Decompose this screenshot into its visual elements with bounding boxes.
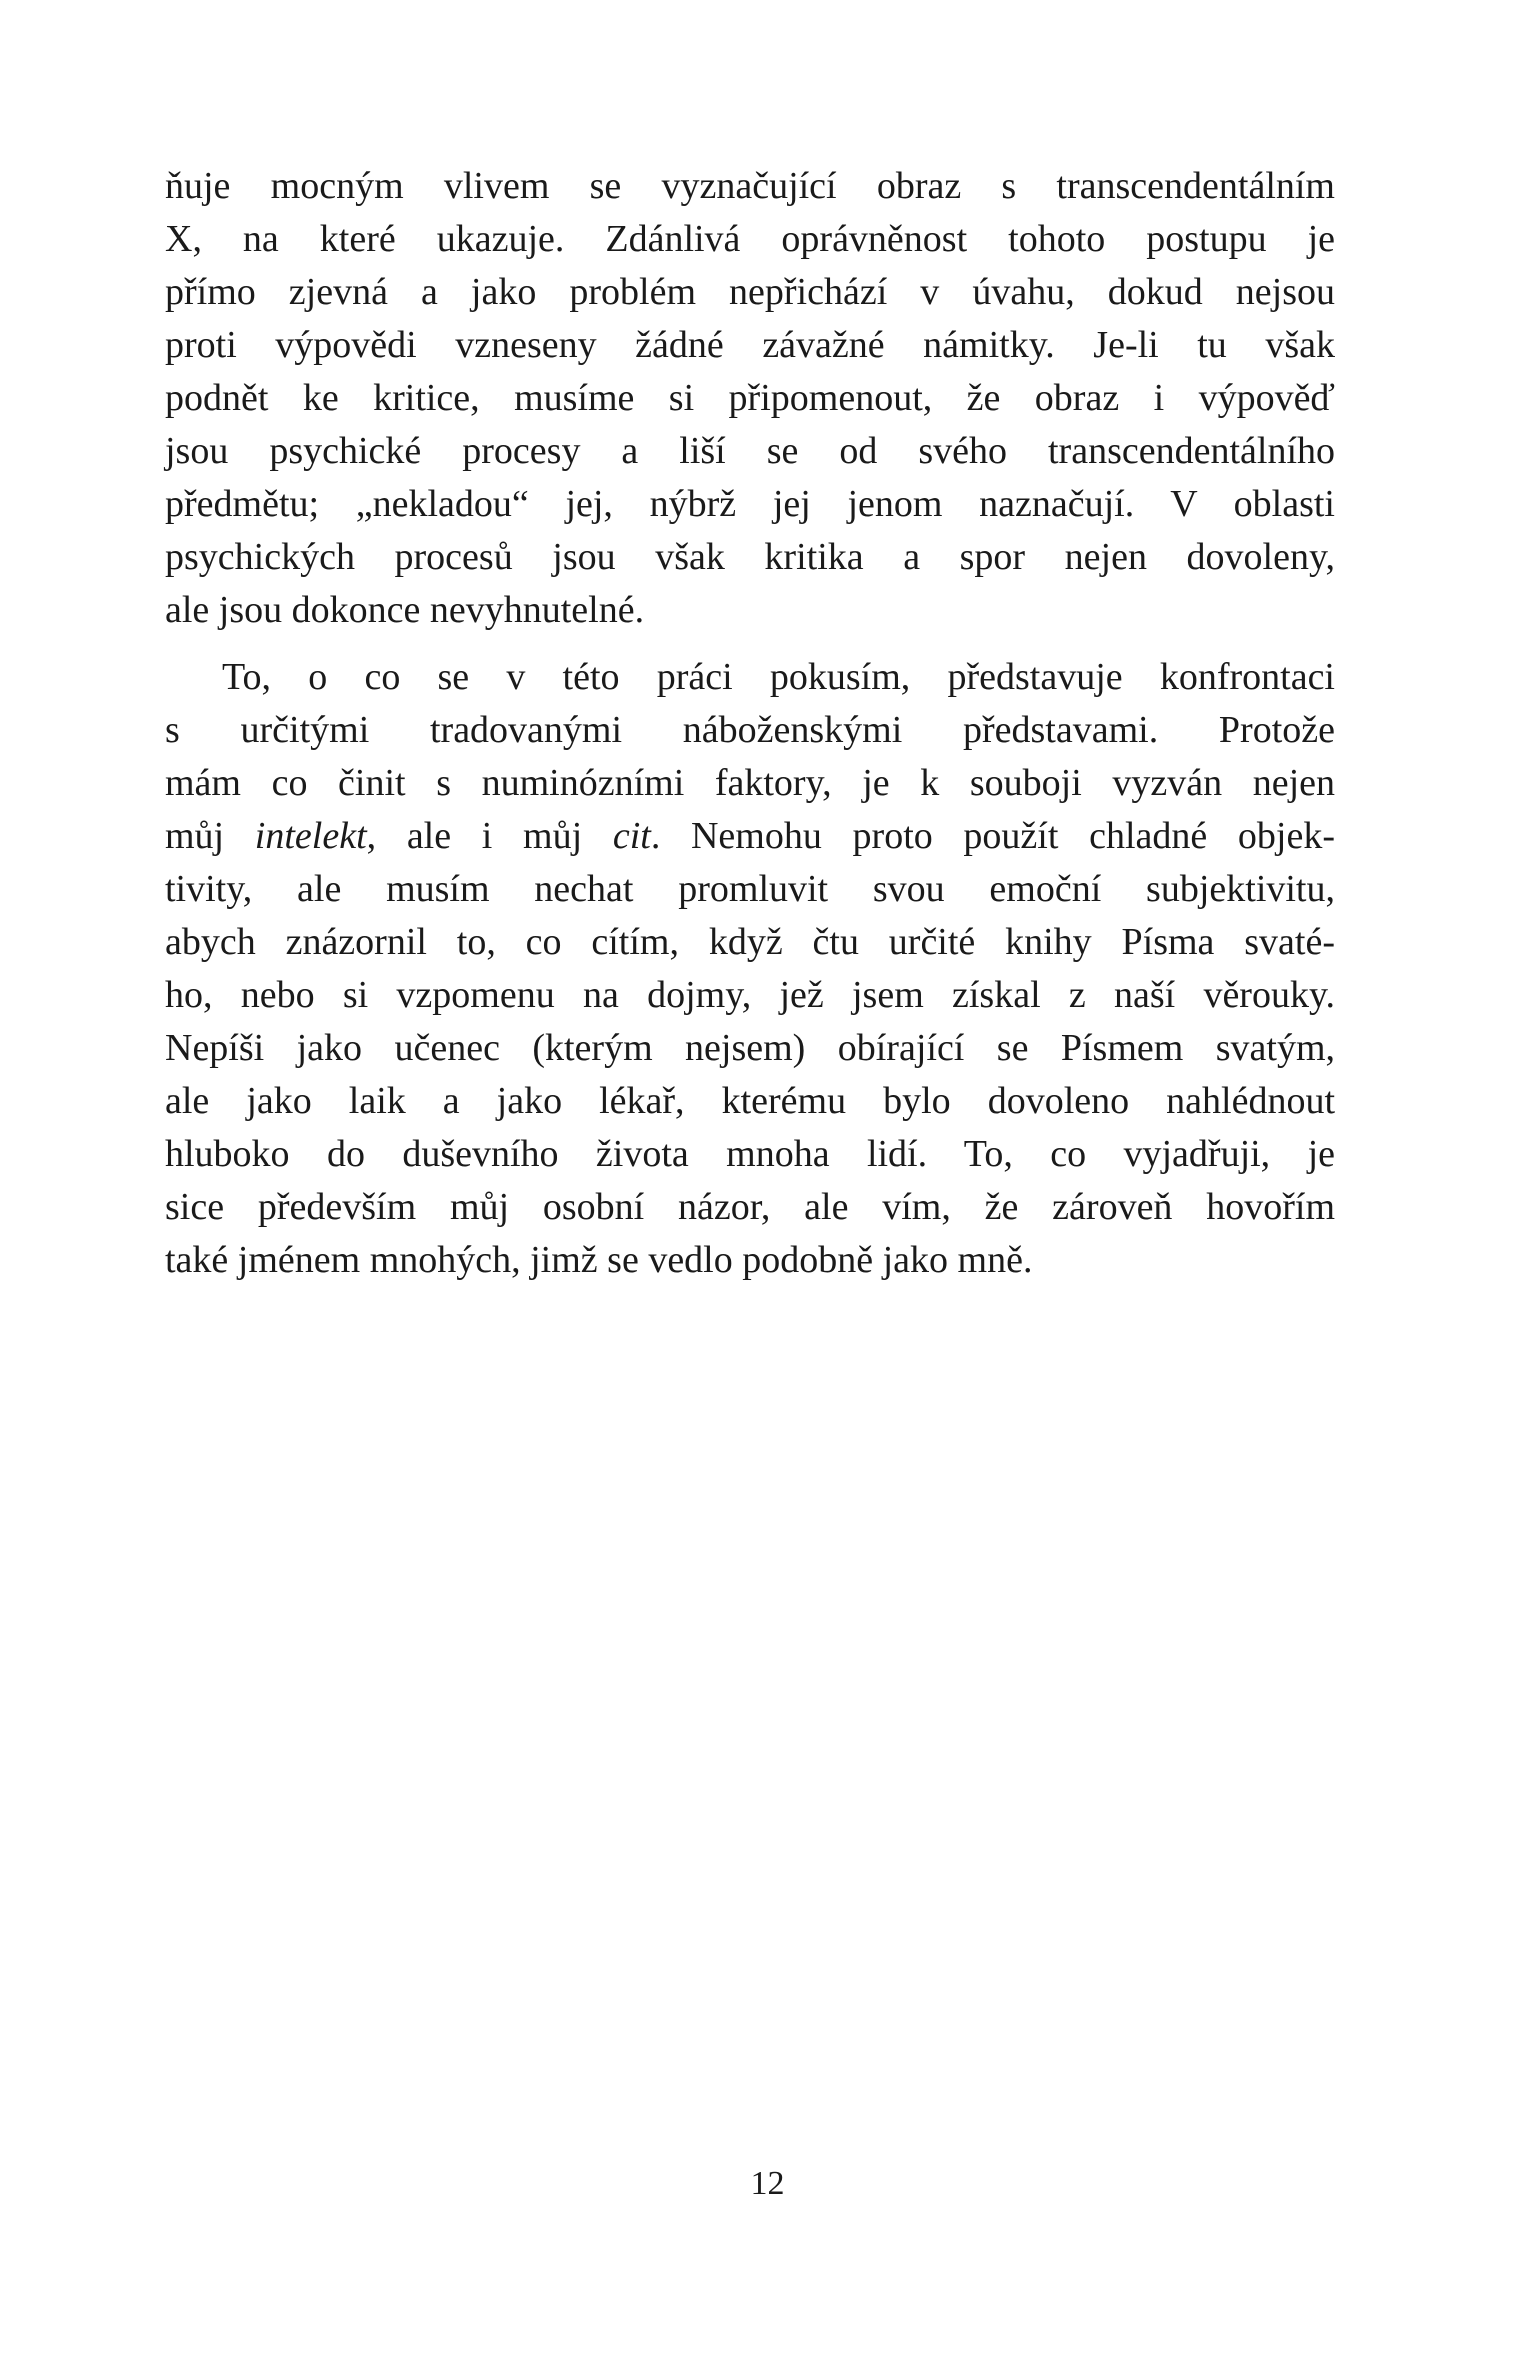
text-line-with-emphasis — [165, 810, 1335, 863]
paragraph-break — [165, 637, 1335, 651]
text-line: tivity, ale musím nechat promluvit svou emoční subjektivitu, — [165, 868, 1335, 910]
text-line: psychických procesů jsou však kritika a spor nejen dovoleny, — [165, 536, 1335, 578]
text-line: ho, nebo si vzpomenu na dojmy, jež jsem získal z naší věrouky. — [165, 974, 1335, 1016]
text-line: proti výpovědi vzneseny žádné závažné námitky. Je-li tu však — [165, 324, 1335, 366]
text-line: hluboko do duševního života mnoha lidí. To, co vyjadřuji, je — [165, 1133, 1335, 1175]
text-line: X, na které ukazuje. Zdánlivá oprávněnost tohoto postupu je — [165, 218, 1335, 260]
text-segment: můj — [165, 815, 255, 857]
body-text — [165, 160, 1335, 1287]
text-line: ňuje mocným vlivem se vyznačující obraz s transcendentálním — [165, 165, 1335, 207]
text-segment: , ale i můj — [366, 815, 613, 857]
text-line: podnět ke kritice, musíme si připomenout, že obraz i výpověď — [165, 377, 1335, 419]
text-line: také jménem mnohých, jimž se vedlo podobně jako mně. — [165, 1239, 1033, 1281]
text-line: jsou psychické procesy a liší se od svého transcendentálního — [165, 430, 1335, 472]
emphasis-intelekt: intelekt — [254, 815, 367, 857]
text-line: přímo zjevná a jako problém nepřichází v úvahu, dokud nejsou — [165, 271, 1335, 313]
text-segment: . Nemohu proto použít chladné objek- — [650, 815, 1335, 857]
text-line: ale jsou dokonce nevyhnutelné. — [165, 589, 645, 631]
emphasis-cit: cit — [612, 815, 651, 857]
text-line: s určitými tradovanými náboženskými představami. Protože — [165, 709, 1335, 751]
text-line: předmětu; „nekladou“ jej, nýbrž jej jenom naznačují. V oblasti — [165, 483, 1335, 525]
text-line: sice především můj osobní názor, ale vím, že zároveň hovořím — [165, 1186, 1335, 1228]
text-line: Nepíši jako učenec (kterým nejsem) obírající se Písmem svatým, — [165, 1027, 1335, 1069]
text-line: ale jako laik a jako lékař, kterému bylo dovoleno nahlédnout — [165, 1080, 1335, 1122]
page-number: 12 — [750, 2165, 785, 2202]
text-line: To, o co se v této práci pokusím, představuje konfrontaci — [222, 656, 1335, 698]
text-line: mám co činit s numinózními faktory, je k souboji vyzván nejen — [165, 762, 1335, 804]
text-line: abych znázornil to, co cítím, když čtu určité knihy Písma svaté- — [165, 921, 1335, 963]
